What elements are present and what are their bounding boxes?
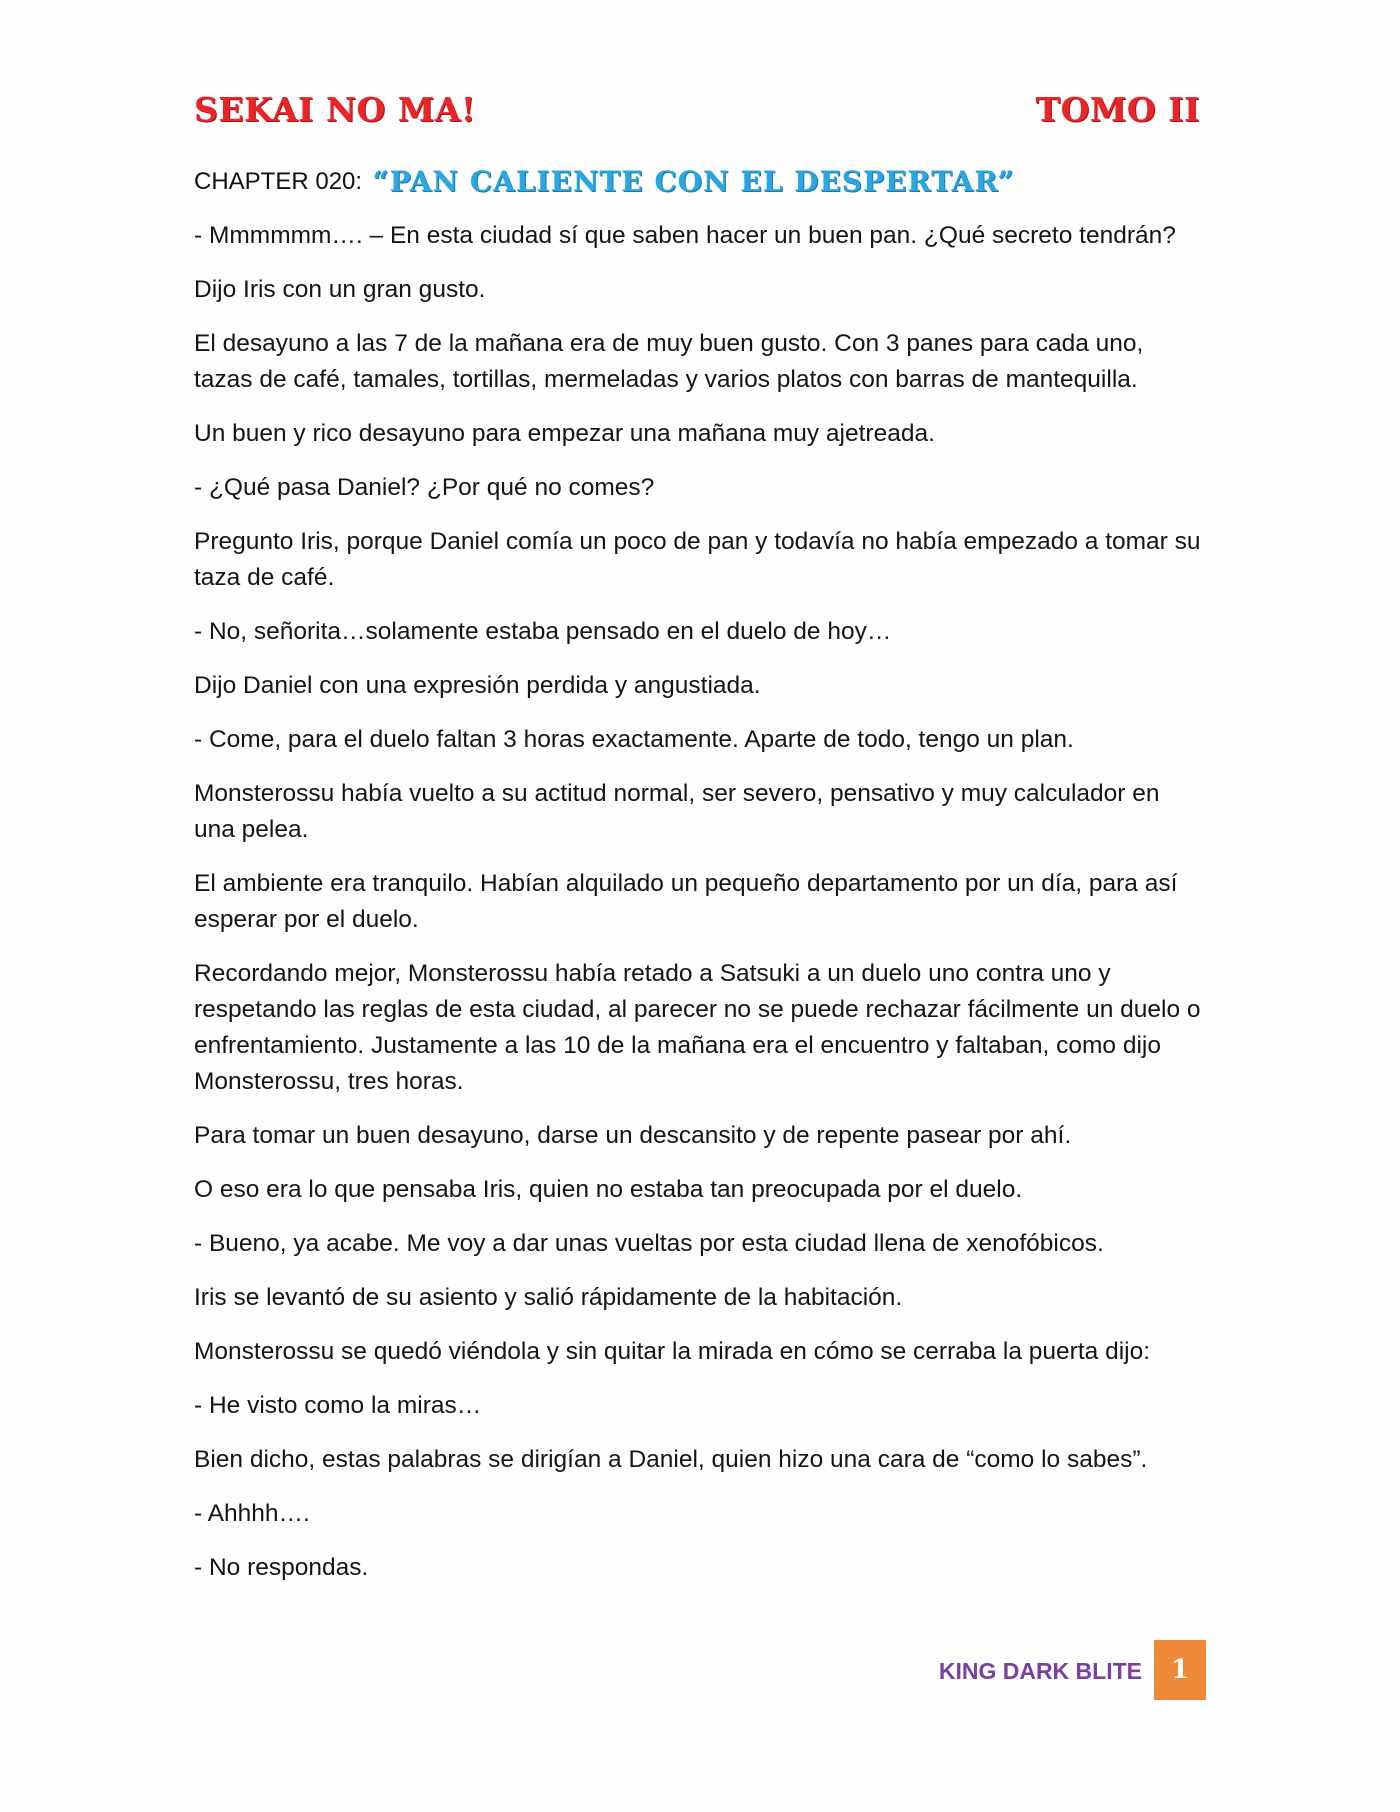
- paragraph: El ambiente era tranquilo. Habían alquilado un pequeño departamento por un día, para así esperar por el duelo.: [194, 870, 1178, 933]
- paragraph: Pregunto Iris, porque Daniel comía un poco de pan y todavía no había empezado a tomar su taza de café.: [194, 528, 1201, 591]
- paragraph: El desayuno a las 7 de la mañana era de muy buen gusto. Con 3 panes para cada uno, tazas de café, tamales, tortillas, mermeladas y varios platos con barras de mantequilla.: [194, 330, 1144, 393]
- paragraph: - ¿Qué pasa Daniel? ¿Por qué no comes?: [194, 474, 655, 501]
- paragraph: - Bueno, ya acabe. Me voy a dar unas vueltas por esta ciudad llena de xenofóbicos.: [194, 1230, 1104, 1257]
- paragraph: Iris se levantó de su asiento y salió rápidamente de la habitación.: [194, 1284, 903, 1311]
- paragraph: - Ahhhh….: [194, 1500, 310, 1527]
- paragraph: - Come, para el duelo faltan 3 horas exactamente. Aparte de todo, tengo un plan.: [194, 726, 1074, 753]
- paragraph: Para tomar un buen desayuno, darse un descansito y de repente pasear por ahí.: [194, 1122, 1072, 1149]
- paragraph: Un buen y rico desayuno para empezar una mañana muy ajetreada.: [194, 420, 935, 447]
- page-header: [194, 88, 1200, 132]
- paragraph: O eso era lo que pensaba Iris, quien no estaba tan preocupada por el duelo.: [194, 1176, 1023, 1203]
- paragraph: Monsterossu había vuelto a su actitud normal, ser severo, pensativo y muy calculador en una pelea.: [194, 780, 1160, 843]
- paragraph: - No respondas.: [194, 1554, 369, 1581]
- paragraph: Dijo Daniel con una expresión perdida y angustiada.: [194, 672, 761, 699]
- paragraph: Dijo Iris con un gran gusto.: [194, 276, 486, 303]
- paragraph: - No, señorita…solamente estaba pensado en el duelo de hoy…: [194, 618, 892, 645]
- paragraph: Bien dicho, estas palabras se dirigían a Daniel, quien hizo una cara de “como lo sabes”.: [194, 1446, 1148, 1473]
- series-title: SEKAI NO MA!: [194, 90, 476, 129]
- paragraph: - Mmmmmm…. – En esta ciudad sí que saben hacer un buen pan. ¿Qué secreto tendrán?: [194, 222, 1176, 249]
- volume-title: TOMO II: [1035, 90, 1200, 129]
- chapter-title: “PAN CALIENTE CON EL DESPERTAR”: [372, 165, 1015, 198]
- page-footer: [940, 1640, 1206, 1700]
- paragraph: - He visto como la miras…: [194, 1392, 482, 1419]
- paragraph: Monsterossu se quedó viéndola y sin quitar la mirada en cómo se cerraba la puerta dijo:: [194, 1338, 1151, 1365]
- page-number-badge: 1: [1154, 1640, 1206, 1700]
- chapter-heading: [194, 162, 1015, 202]
- paragraph: Recordando mejor, Monsterossu había retado a Satsuki a un duelo uno contra uno y respetando las reglas de esta ciudad, al parecer no se puede rechazar fácilmente un duelo o enfrentamiento. Justamente a las 10 de la mañana era el encuentro y faltaban, como dijo Monsterossu, tres horas.: [194, 960, 1201, 1095]
- body-text: [194, 218, 1206, 1604]
- author-name: KING DARK BLITE: [938, 1658, 1142, 1684]
- chapter-label: CHAPTER 020:: [194, 168, 363, 195]
